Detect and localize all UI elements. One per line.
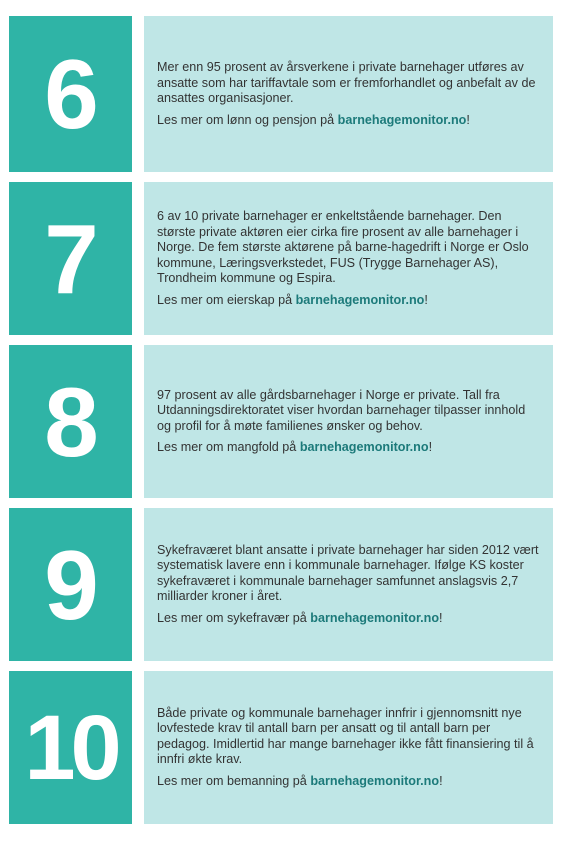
barnehagemonitor-link[interactable]: barnehagemonitor.no (337, 112, 467, 127)
fact-number: 9 (9, 508, 132, 661)
read-more-label: Les mer om bemanning på (157, 773, 311, 788)
read-more-label: Les mer om lønn og pensjon på (157, 112, 338, 127)
fact-item-6 (9, 16, 553, 172)
read-more-suffix: ! (466, 112, 470, 127)
read-more-suffix: ! (428, 440, 433, 454)
fact-item-8 (9, 345, 553, 498)
read-more-label: Les mer om sykefravær på (157, 610, 311, 625)
read-more (157, 440, 541, 456)
fact-text: Mer enn 95 prosent av årsverkene i private barnehager utføres av ansatte som har tariffavtale som er fremforhandlet og anbefalt av de ansattes organisasjoner. (157, 60, 536, 105)
divider (132, 16, 144, 172)
divider (132, 508, 144, 661)
fact-number: 7 (9, 182, 132, 335)
divider (132, 345, 144, 498)
read-more-suffix: ! (439, 610, 443, 625)
fact-item-9 (9, 508, 553, 661)
read-more-suffix: ! (439, 773, 443, 788)
divider (132, 182, 144, 335)
fact-content (144, 182, 553, 335)
read-more (157, 611, 541, 627)
fact-number: 10 (9, 671, 132, 824)
fact-content (144, 16, 553, 172)
fact-number: 8 (9, 345, 132, 498)
fact-text: Både private og kommunale barnehager innfrir i gjennomsnitt nye lovfestede krav til antall barn per ansatt og til antall barn per pedagog. Imidlertid har mange barnehager ikke fått finansiering til å innfri økte krav. (157, 705, 534, 767)
fact-item-7 (9, 182, 553, 335)
read-more-suffix: ! (424, 292, 428, 307)
barnehagemonitor-link[interactable]: barnehagemonitor.no (310, 610, 440, 625)
read-more (157, 293, 541, 309)
barnehagemonitor-link[interactable]: barnehagemonitor.no (310, 773, 440, 788)
barnehagemonitor-link[interactable]: barnehagemonitor.no (295, 292, 425, 307)
fact-text: Sykefraværet blant ansatte i private barnehager har siden 2012 vært systematisk lavere enn i kommunale barnehager. Ifølge KS koster sykefraværet i kommunale barnehager samfunnet anslagsvis 2,7 milliarder kroner i året. (157, 542, 539, 604)
fact-item-10 (9, 671, 553, 824)
fact-content (144, 345, 553, 498)
read-more-label: Les mer om mangfold på (157, 440, 300, 454)
divider (132, 671, 144, 824)
fact-number: 6 (9, 16, 132, 172)
barnehagemonitor-link[interactable]: barnehagemonitor.no (299, 440, 429, 454)
read-more (157, 774, 541, 790)
fact-text: 97 prosent av alle gårdsbarnehager i Norge er private. Tall fra Utdanningsdirektoratet viser hvordan barnehager tilpasser innhold og profil for å møte familienes ønsker og behov. (157, 387, 526, 433)
read-more-label: Les mer om eierskap på (157, 292, 296, 307)
fact-content (144, 508, 553, 661)
read-more (157, 113, 541, 129)
fact-text: 6 av 10 private barnehager er enkeltstående barnehager. Den største private aktøren eier cirka fire prosent av alle barnehager i Norge. De fem største aktørene på barne-hagedrift i Norge er Oslo kommune, Læringsverkstedet, FUS (Trygge Barnehager AS), Trondheim kommune og Espira. (157, 209, 529, 285)
fact-content (144, 671, 553, 824)
